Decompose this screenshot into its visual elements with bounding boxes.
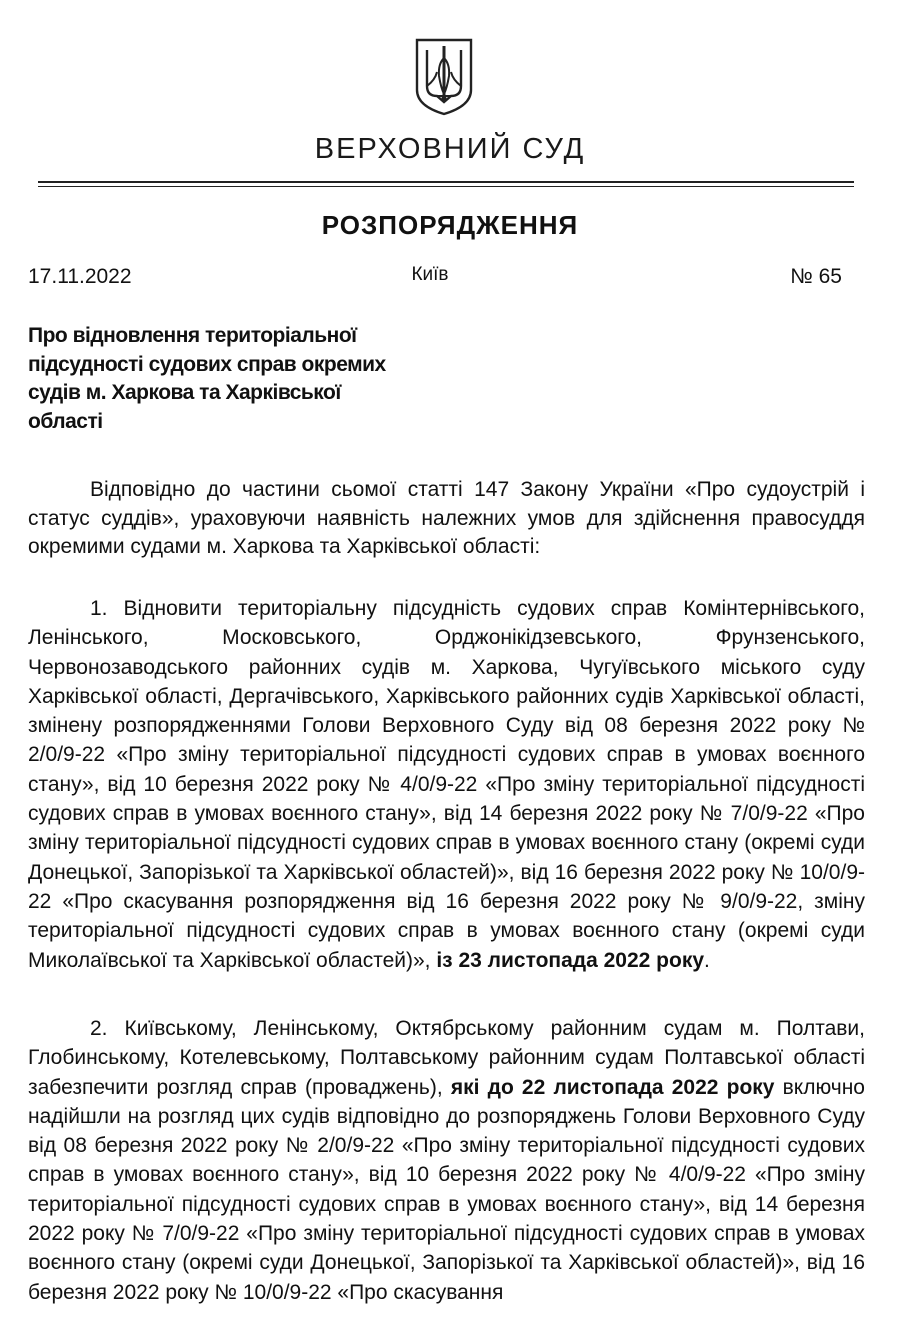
item-2-bold-date: які до 22 листопада 2022 року bbox=[450, 1075, 775, 1099]
document-type-title: РОЗПОРЯДЖЕННЯ bbox=[321, 210, 579, 240]
coat-of-arms-emblem bbox=[413, 36, 475, 116]
intro-paragraph: Відповідно до частини сьомої статті 147 Закону України «Про судоустрій і статус суддів», ураховуючи наявність належних умов для здійснення правосуддя окремими судами м. Харкова та Харківської області: bbox=[28, 478, 865, 558]
header-divider-thick bbox=[38, 181, 854, 183]
header-divider-thin bbox=[38, 186, 854, 187]
court-name: ВЕРХОВНИЙ СУД bbox=[314, 133, 586, 165]
document-city: Київ bbox=[411, 264, 449, 285]
item-1-text: 1. Відновити територіальну підсудність судових справ Комінтернівського, Ленінського, Московського, Орджонікідзевського, Фрунзенського, Червонозаводського районних судів м. Харкова, Чугуївського міського суду Харківської області, Дергачівського, Харківського районних судів Харківської області, змінену розпорядженнями Голови Верховного Суду від 08 березня 2022 року № 2/0/9-22 «Про зміну територіальної підсудності судових справ в умовах воєнного стану», від 10 березня 2022 року № 4/0/9-22 «Про зміну територіальної підсудності судових справ в умовах воєнного стану», від 14 березня 2022 року № 7/0/9-22 «Про зміну територіальної підсудності судових справ в умовах воєнного стану (окремі суди Донецької, Запорізької та Харківської областей)», від 16 березня 2022 року № 10/0/9-22 «Про скасування розпорядження від 16 березня 2022 року № 9/0/9-22, зміну територіальної підсудності судових справ в умовах воєнного стану (окремі суди Миколаївської та Харківської областей)», bbox=[28, 597, 865, 972]
item-1-bold-date: із 23 листопада 2022 року bbox=[436, 948, 705, 972]
item-1-end: . bbox=[704, 948, 710, 972]
item-2-text-a: 2. Київському, Ленінському, Октябрському районним судам м. Полтави, Глобинському, Котелевському, Полтавському районним судам Полтавської області забезпечити розгляд справ (проваджень), bbox=[28, 1017, 865, 1099]
document-subject: Про відновлення територіальної підсудності судових справ окремих судів м. Харкова та Харківської області bbox=[28, 324, 386, 433]
item-2-text-b: включно надійшли на розгляд цих судів відповідно до розпоряджень Голови Верховного Суду від 08 березня 2022 року № 2/0/9-22 «Про зміну територіальної підсудності судових справ в умовах воєнного стану», від 10 березня 2022 року № 4/0/9-22 «Про зміну територіальної підсудності судових справ в умовах воєнного стану», від 14 березня 2022 року № 7/0/9-22 «Про зміну територіальної підсудності судових справ в умовах воєнного стану (окремі суди Донецької, Запорізької та Харківської областей)», від 16 березня 2022 року № 10/0/9-22 «Про скасування bbox=[28, 1075, 865, 1304]
document-number: № 65 bbox=[790, 265, 842, 288]
document-date: 17.11.2022 bbox=[28, 265, 132, 288]
item-2-paragraph bbox=[28, 1014, 865, 1307]
item-1-paragraph bbox=[28, 594, 865, 975]
